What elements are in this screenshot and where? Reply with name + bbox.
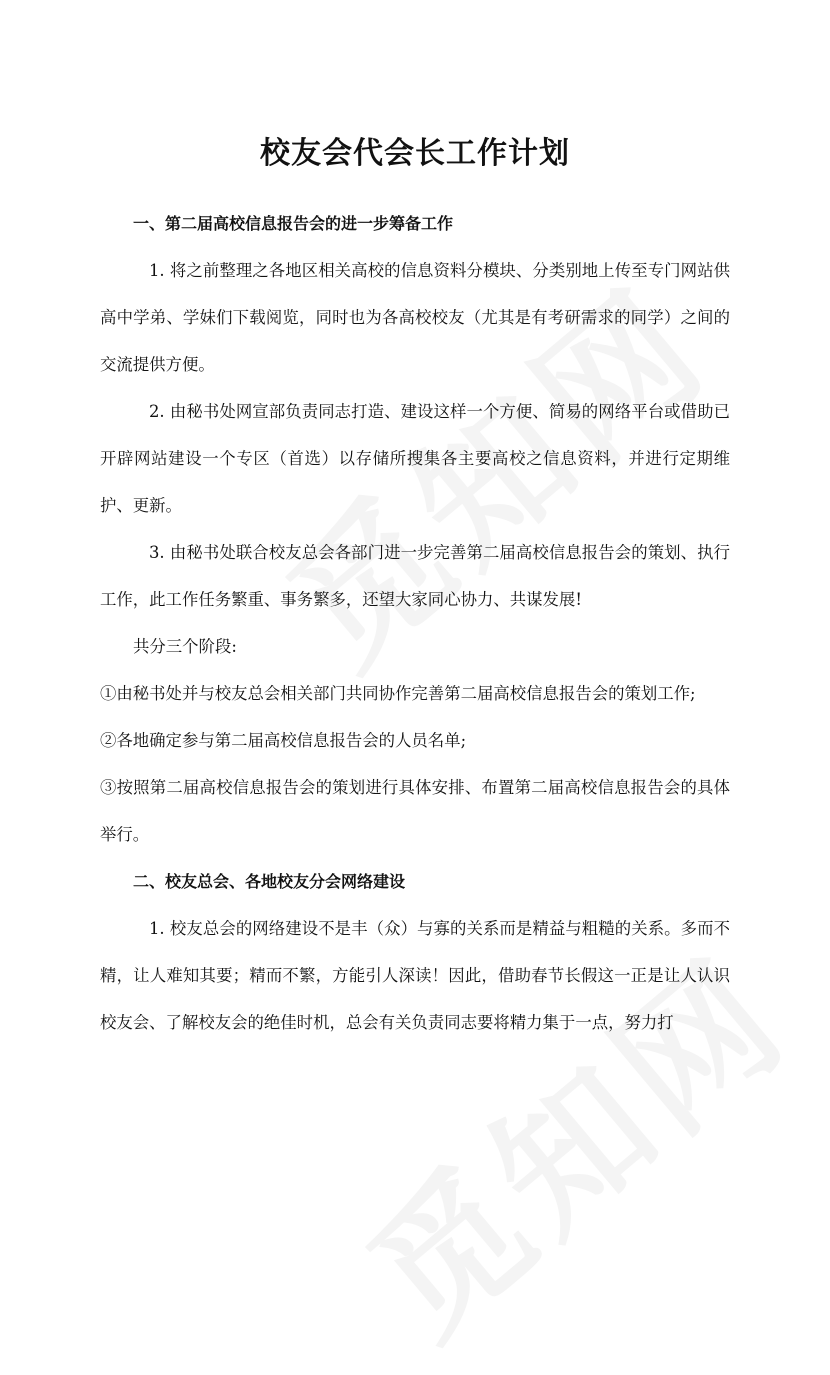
section-1-heading: 一、第二届高校信息报告会的进一步筹备工作 bbox=[133, 214, 454, 233]
stage-1: ①由秘书处并与校友总会相关部门共同协作完善第二届高校信息报告会的策划工作; bbox=[100, 684, 696, 703]
stage-3: ③按照第二届高校信息报告会的策划进行具体安排、布置第二届高校信息报告会的具体举行。 bbox=[100, 778, 730, 844]
document-body bbox=[100, 200, 730, 1046]
section-1-item-3: 3. 由秘书处联合校友总会各部门进一步完善第二届高校信息报告会的策划、执行工作，此工作任务繁重、事务繁多，还望大家同心协力、共谋发展! bbox=[100, 543, 730, 609]
section-1-item-2: 2. 由秘书处网宣部负责同志打造、建设这样一个方便、简易的网络平台或借助已开辟网站建设一个专区（首选）以存储所搜集各主要高校之信息资料，并进行定期维护、更新。 bbox=[100, 402, 730, 515]
stages-intro: 共分三个阶段: bbox=[133, 637, 237, 656]
section-2-heading: 二、校友总会、各地校友分会网络建设 bbox=[133, 872, 406, 891]
section-1-item-1: 1. 将之前整理之各地区相关高校的信息资料分模块、分类别地上传至专门网站供高中学弟、学妹们下载阅览，同时也为各高校校友（尤其是有考研需求的同学）之间的交流提供方便。 bbox=[100, 261, 730, 374]
document-title: 校友会代会长工作计划 bbox=[260, 136, 570, 172]
stage-2: ②各地确定参与第二届高校信息报告会的人员名单; bbox=[100, 731, 467, 750]
section-2-item-1: 1. 校友总会的网络建设不是丰（众）与寡的关系而是精益与粗糙的关系。多而不精，让人难知其要；精而不繁，方能引人深读！因此，借助春节长假这一正是让人认识校友会、了解校友会的绝佳时机，总会有关负责同志要将精力集于一点，努力打 bbox=[100, 919, 730, 1032]
